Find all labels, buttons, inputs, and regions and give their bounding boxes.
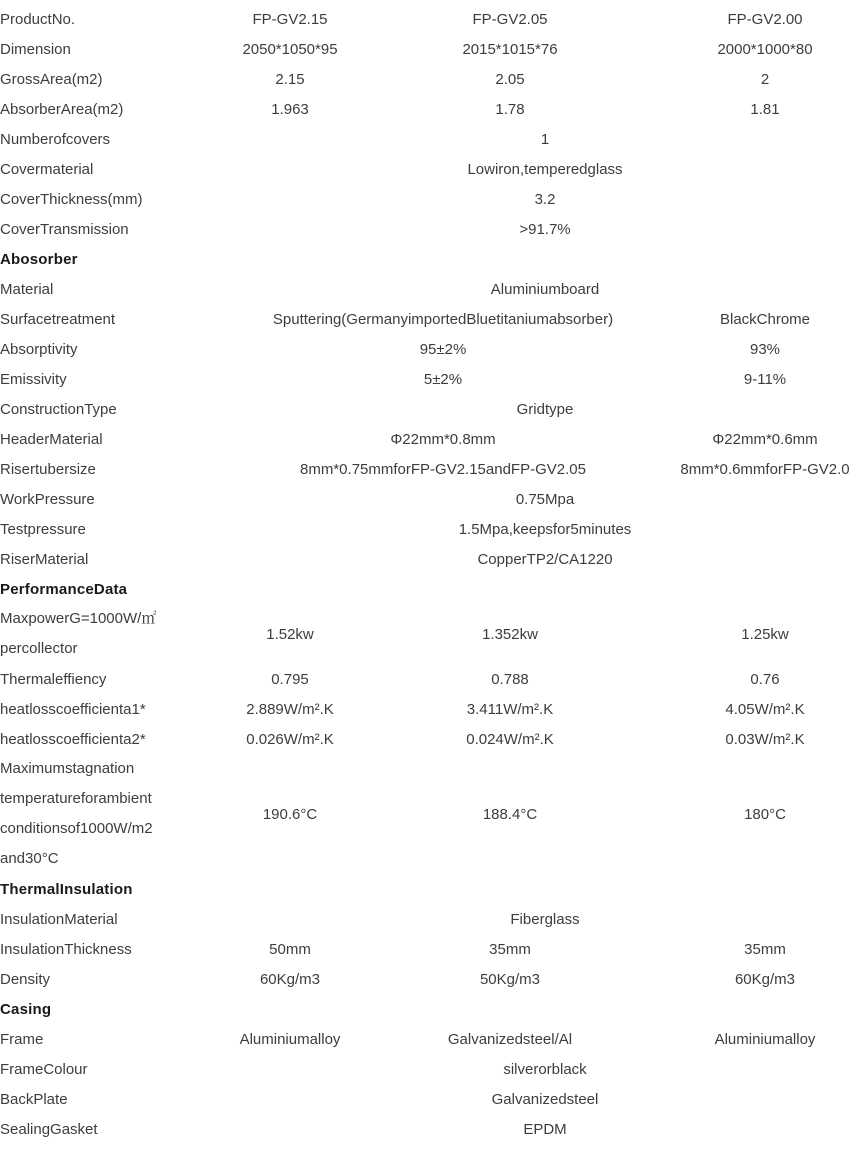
cell-value: 1.25kw [741, 625, 789, 643]
cell-value: Aluminiumalloy [239, 1030, 341, 1048]
section-header-row [0, 574, 867, 604]
cell-value: Galvanizedsteel/Al [447, 1030, 573, 1048]
cell-value: 60Kg/m3 [259, 970, 321, 988]
cell-value: 0.026W/m².K [246, 730, 334, 748]
row-label: SealingGasket [0, 1120, 98, 1138]
row-label-line: and30°C [0, 850, 59, 867]
cell-value: Gridtype [516, 400, 574, 418]
cell-value: >91.7% [519, 220, 571, 238]
spec-row [0, 94, 867, 124]
cell-value: 3.2 [534, 190, 556, 208]
spec-row [0, 124, 867, 154]
section-header: Abosorber [0, 250, 78, 268]
cell-value: 1.5Mpa,keepsfor5minutes [458, 520, 632, 538]
spec-row [0, 454, 867, 484]
spec-row [0, 334, 867, 364]
section-header: Casing [0, 1000, 52, 1018]
spec-row [0, 544, 867, 574]
row-label-line: Maximumstagnation [0, 760, 135, 777]
cell-value: silverorblack [503, 1060, 587, 1078]
spec-row [0, 304, 867, 334]
spec-row [0, 1054, 867, 1084]
spec-row [0, 34, 867, 64]
row-label: GrossArea(m2) [0, 70, 103, 88]
cell-value: 5±2% [423, 370, 463, 388]
spec-row [0, 424, 867, 454]
row-label: Risertubersize [0, 460, 96, 478]
section-header: ThermalInsulation [0, 880, 133, 898]
spec-table [0, 4, 867, 1144]
spec-row [0, 4, 867, 34]
spec-table-body [0, 4, 867, 1144]
cell-value: 1.52kw [266, 625, 314, 643]
spec-row [0, 1114, 867, 1144]
cell-value: Φ22mm*0.8mm [390, 430, 496, 448]
row-label: heatlosscoefficienta2* [0, 730, 146, 748]
cell-value: 95±2% [419, 340, 467, 358]
cell-value: 190.6°C [262, 805, 318, 823]
cell-value: 50mm [269, 940, 311, 958]
row-label [0, 754, 223, 874]
cell-value: 9-11% [743, 370, 787, 388]
row-label: Dimension [0, 40, 71, 58]
cell-value: 1.78 [495, 100, 525, 118]
cell-value: 2 [760, 70, 770, 88]
spec-row [0, 484, 867, 514]
cell-value: FP-GV2.00 [727, 10, 803, 28]
row-label: heatlosscoefficienta1* [0, 700, 146, 718]
cell-value: 188.4°C [482, 805, 538, 823]
row-label: HeaderMaterial [0, 430, 103, 448]
spec-row [0, 64, 867, 94]
cell-value: BlackChrome [719, 310, 811, 328]
row-label: InsulationThickness [0, 940, 132, 958]
cell-value: 1.963 [271, 100, 309, 118]
cell-value: Lowiron,temperedglass [467, 160, 623, 178]
row-label: ConstructionType [0, 400, 117, 418]
cell-value: 2050*1050*95 [242, 40, 338, 58]
cell-value: 35mm [744, 940, 786, 958]
row-label: CoverThickness(mm) [0, 190, 143, 208]
cell-value: Aluminiumboard [490, 280, 600, 298]
row-label: Frame [0, 1030, 44, 1048]
cell-value: 2.15 [275, 70, 305, 88]
cell-value: 1.352kw [482, 625, 538, 643]
spec-row [0, 664, 867, 694]
row-label: Density [0, 970, 51, 988]
spec-row [0, 604, 867, 664]
spec-row [0, 214, 867, 244]
cell-value: 93% [749, 340, 781, 358]
row-label: InsulationMaterial [0, 910, 118, 928]
spec-row [0, 754, 867, 874]
cell-value: Sputtering(GermanyimportedBluetitaniumabsorber) [272, 310, 614, 328]
spec-row [0, 934, 867, 964]
spec-row [0, 364, 867, 394]
row-label-line: percollector [0, 640, 78, 657]
section-header-row [0, 994, 867, 1024]
cell-value: 0.76 [750, 670, 780, 688]
row-label: WorkPressure [0, 490, 95, 508]
cell-value: EPDM [523, 1120, 567, 1138]
row-label: Surfacetreatment [0, 310, 116, 328]
row-label: ProductNo. [0, 10, 76, 28]
cell-value: Galvanizedsteel [491, 1090, 599, 1108]
cell-value: 0.024W/m².K [466, 730, 554, 748]
cell-value: 0.75Mpa [515, 490, 575, 508]
cell-value: Aluminiumalloy [714, 1030, 816, 1048]
cell-value: 0.03W/m².K [725, 730, 805, 748]
cell-value: 1.81 [750, 100, 780, 118]
spec-row [0, 394, 867, 424]
spec-row [0, 1084, 867, 1114]
cell-value: Fiberglass [510, 910, 580, 928]
cell-value: 1 [540, 130, 550, 148]
row-label-line: MaxpowerG=1000W/㎡ [0, 610, 157, 627]
cell-value: 50Kg/m3 [479, 970, 541, 988]
row-label: Emissivity [0, 370, 67, 388]
cell-value: 0.795 [271, 670, 309, 688]
spec-row [0, 184, 867, 214]
cell-value: 2000*1000*80 [717, 40, 813, 58]
cell-value: CopperTP2/CA1220 [477, 550, 613, 568]
row-label-line: conditionsof1000W/m2 [0, 820, 153, 837]
cell-value: Φ22mm*0.6mm [712, 430, 818, 448]
section-header-row [0, 874, 867, 904]
spec-row [0, 904, 867, 934]
cell-value: 60Kg/m3 [734, 970, 796, 988]
row-label-line: temperatureforambient [0, 790, 152, 807]
row-label [0, 604, 223, 664]
cell-value: FP-GV2.15 [252, 10, 328, 28]
row-label: Numberofcovers [0, 130, 111, 148]
cell-value: 2.05 [495, 70, 525, 88]
row-label: Testpressure [0, 520, 86, 538]
cell-value: 35mm [489, 940, 531, 958]
cell-value: 2.889W/m².K [246, 700, 334, 718]
spec-row [0, 694, 867, 724]
row-label: AbsorberArea(m2) [0, 100, 124, 118]
spec-row [0, 514, 867, 544]
row-label: Absorptivity [0, 340, 78, 358]
row-label: FrameColour [0, 1060, 88, 1078]
section-header-row [0, 244, 867, 274]
cell-value: 8mm*0.75mmforFP-GV2.15andFP-GV2.05 [300, 460, 586, 478]
row-label: CoverTransmission [0, 220, 129, 238]
row-label: RiserMaterial [0, 550, 89, 568]
cell-value: 3.411W/m².K [466, 700, 554, 718]
cell-value: 180°C [744, 805, 786, 823]
row-label: Covermaterial [0, 160, 94, 178]
cell-value: FP-GV2.05 [472, 10, 548, 28]
spec-row [0, 1024, 867, 1054]
row-label: BackPlate [0, 1090, 68, 1108]
row-label: Material [0, 280, 54, 298]
spec-row [0, 724, 867, 754]
spec-row [0, 964, 867, 994]
cell-value: 2015*1015*76 [462, 40, 558, 58]
cell-value: 0.788 [491, 670, 529, 688]
row-label: Thermaleffiency [0, 670, 107, 688]
section-header: PerformanceData [0, 580, 128, 598]
cell-value: 4.05W/m².K [725, 700, 805, 718]
spec-row [0, 154, 867, 184]
spec-row [0, 274, 867, 304]
cell-value: 8mm*0.6mmforFP-GV2.0 [680, 460, 850, 478]
